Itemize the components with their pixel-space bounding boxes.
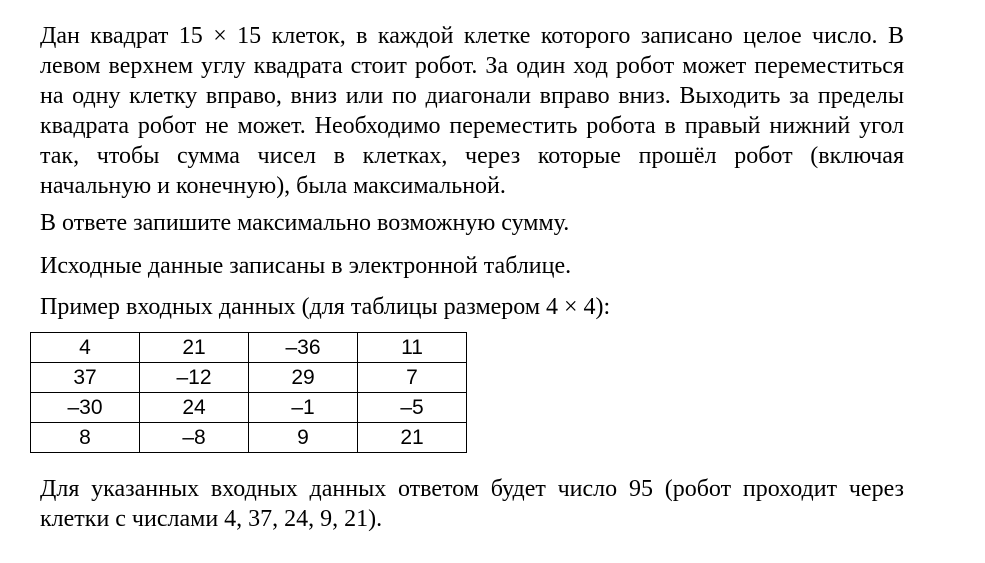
table-cell: –30: [31, 393, 140, 423]
table-row: [31, 423, 467, 453]
source-data-note: Исходные данные записаны в электронной таблице.: [40, 253, 572, 279]
table-cell: 7: [358, 363, 467, 393]
table-cell: –12: [140, 363, 249, 393]
table-cell: 24: [140, 393, 249, 423]
table-cell: –36: [249, 333, 358, 363]
table-cell: 37: [31, 363, 140, 393]
table-cell: 21: [140, 333, 249, 363]
table-cell: 8: [31, 423, 140, 453]
problem-statement: Дан квадрат 15 × 15 клеток, в каждой клетке которого записано целое число. В левом верхнем углу квадрата стоит робот. За один ход робот может переместиться на одну клетку вправо, вниз или по диагонали вправо вниз. Выходить за пределы квадрата робот не может. Необходимо переместить робота в правый нижний угол так, чтобы сумма чисел в клетках, через которые прошёл робот (включая начальную и конечную), была максимальной.: [40, 23, 904, 199]
table-cell: 11: [358, 333, 467, 363]
table-cell: 21: [358, 423, 467, 453]
table-row: [31, 393, 467, 423]
example-caption: Пример входных данных (для таблицы размером 4 × 4):: [40, 294, 611, 320]
table-cell: –8: [140, 423, 249, 453]
table-cell: 29: [249, 363, 358, 393]
table-cell: –5: [358, 393, 467, 423]
example-answer: Для указанных входных данных ответом будет число 95 (робот проходит через клетки с числами 4, 37, 24, 9, 21).: [40, 476, 904, 532]
table-row: [31, 333, 467, 363]
example-input-table: [30, 332, 467, 453]
answer-instruction: В ответе запишите максимально возможную сумму.: [40, 210, 570, 236]
table-cell: 9: [249, 423, 358, 453]
table-cell: –1: [249, 393, 358, 423]
table-row: [31, 363, 467, 393]
table-cell: 4: [31, 333, 140, 363]
